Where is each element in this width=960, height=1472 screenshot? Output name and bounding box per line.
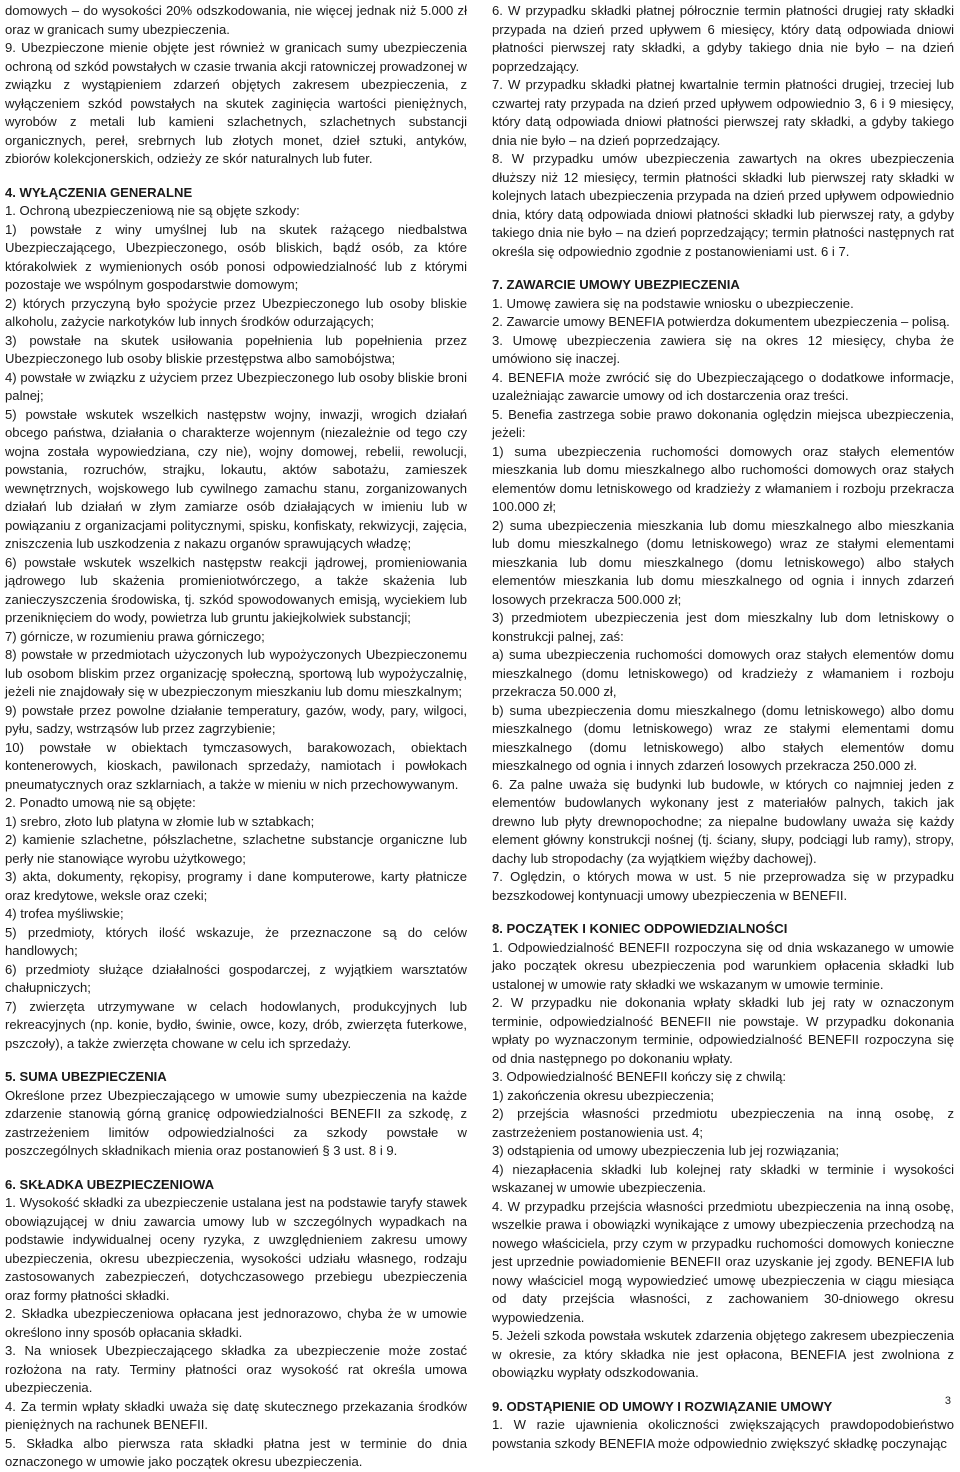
right-paragraph: 4. BENEFIA może zwrócić się do Ubezpieczającego o dodatkowe informacje, uzależniając zawarcie umowy od ich dostarczenia oraz treści. — [492, 369, 954, 403]
left-paragraph: 1) srebro, złoto lub platyna w złomie lub w sztabkach; — [5, 813, 315, 829]
right-paragraph: 2) suma ubezpieczenia mieszkania lub domu mieszkalnego albo mieszkania lub domu mieszkalnego (domu letniskowego) wraz ze stałymi elementami mieszkania lub domu mieszkalnego (domu letniskowego) albo stałych elementów mieszkania lub domu mieszkalnego od ognia i innych zdarzeń losowych przekracza 500.000 zł; — [492, 517, 954, 607]
left-paragraph: 5. Składka albo pierwsza rata składki płatna jest w terminie do dnia oznaczonego w umowie jako początek okresu ubezpieczenia. — [5, 1435, 467, 1469]
left-paragraph: Określone przez Ubezpieczającego w umowie sumy ubezpieczenia na każde zdarzenie stanowią górną granicę odpowiedzialności BENEFII za szkodę, z zastrzeżeniem limitów odpowiedzialności za szkody powstałe w poszczególnych składnikach mienia oraz postanowień § 3 ust. 8 i 9. — [5, 1087, 467, 1158]
left-column — [5, 2, 467, 1472]
right-spacer — [492, 1383, 954, 1398]
right-paragraph: 1. W razie ujawnienia okoliczności zwiększających prawdopodobieństwo powstania szkody BENEFIA może odpowiednio zwiększyć składkę poczynając — [492, 1417, 954, 1451]
right-spacer — [492, 261, 954, 276]
left-paragraph: 1. Ochroną ubezpieczeniową nie są objęte szkody: — [5, 203, 300, 218]
right-section-heading: 9. ODSTĄPIENIE OD UMOWY I ROZWIĄZANIE UMOWY — [492, 1398, 833, 1414]
left-paragraph: 2. Ponadto umową nie są objęte: — [5, 795, 196, 810]
left-paragraph: 2. Składka ubezpieczeniowa opłacana jest jednorazowo, chyba że w umowie określono inny sposób opłacania składki. — [5, 1306, 467, 1340]
right-paragraph: 1. Odpowiedzialność BENEFII rozpoczyna się od dnia wskazanego w umowie jako początek okresu ubezpieczenia pod warunkiem opłacenia składki lub ustalonej w umowie raty składki we wskazanym w umowie terminie. — [492, 939, 954, 992]
left-paragraph: 3. Na wniosek Ubezpieczającego składka za ubezpieczenie może zostać rozłożona na raty. Terminy płatności oraz wysokość rat określa umowa ubezpieczenia. — [5, 1343, 467, 1395]
left-paragraph: 8) powstałe w przedmiotach użyczonych lub wypożyczonych Ubezpieczonemu lub osobom bliskim przez organizację społeczną, sportową lub wypożyczalnię, jeżeli nie znajdowały się w ubezpieczonym mieszkaniu lub domu mieszkalnym; — [5, 647, 467, 699]
right-paragraph: 8. W przypadku umów ubezpieczenia zawartych na okres ubezpieczenia dłuższy niż 12 miesięcy, termin płatności składki lub pierwszej raty składki w kolejnych latach ubezpieczenia przypada na dzień przed upływem odpowiednio dnia, który datą odpowiada dniowi płatności składki lub pierwszej raty, a gdyby takiego dnia nie było – na dzień poprzedzający; termin płatności następnych rat określa się odpowiednio zgodnie z postanowieniami ust. 6 i 7. — [492, 151, 954, 259]
left-paragraph: 1. Wysokość składki za ubezpieczenie ustalana jest na podstawie taryfy stawek obowiązującej w dniu zawarcia umowy lub w szczególnych wypadkach na podstawie indywidualnej oceny ryzyka, z uwzględnieniem zakresu umowy ubezpieczenia, okresu ubezpieczenia, wysokości udziału własnego, rodzaju zastosowanych zabezpieczeń, dotychczasowego przebiegu ubezpieczenia oraz formy płatności składki. — [5, 1195, 467, 1303]
right-paragraph: 6. W przypadku składki płatnej półrocznie termin płatności drugiej raty składki przypada na dzień przed upływem 6 miesięcy, który datą odpowiada dniowi płatności pierwszej raty składki, a gdyby takiego dnia nie było – na dzień poprzedzający. — [492, 3, 954, 74]
right-paragraph: 5. Jeżeli szkoda powstała wskutek zdarzenia objętego zakresem ubezpieczenia w okresie, za który składka nie jest opłacona, BENEFIA jest zwolniona z obowiązku wypłaty odszkodowania. — [492, 1328, 954, 1380]
right-paragraph: a) suma ubezpieczenia ruchomości domowych oraz stałych elementów domu mieszkalnego (domu letniskowego) od kradzieży z włamaniem i rozboju przekracza 50.000 zł, — [492, 647, 954, 699]
right-paragraph: 5. Benefia zastrzega sobie prawo dokonania oględzin miejsca ubezpieczenia, jeżeli: — [492, 406, 954, 440]
left-paragraph: 4. Za termin wpłaty składki uważa się datę skutecznego przekazania środków pieniężnych na rachunek BENEFII. — [5, 1398, 467, 1432]
right-section-heading: 7. ZAWARCIE UMOWY UBEZPIECZENIA — [492, 277, 740, 292]
left-paragraph: 5) powstałe wskutek wszelkich następstw wojny, inwazji, wrogich działań obcego państwa, działania o charakterze wojennym (niezależnie od tego czy wojna została wypowiedziana, czy nie), wojny domowej, rebelii, rewolucji, powstania, rozruchów, strajku, lokautu, aktów sabotażu, zamieszek wewnętrznych, wojskowego lub cywilnego zamachu stanu, zorganizowanych działań lub działań w złym zamiarze osób działających w imieniu lub w powiązaniu z organizacjami politycznymi, spisku, konfiskaty, rekwizycji, zajęcia, zniszczenia lub uszkodzenia z nakazu organów sprawujących władzę; — [5, 406, 467, 551]
left-paragraph: 5) przedmioty, których ilość wskazuje, że przeznaczone są do celów handlowych; — [5, 924, 467, 958]
left-section-heading: 6. SKŁADKA UBEZPIECZENIOWA — [5, 1176, 215, 1192]
right-paragraph: 4. W przypadku przejścia własności przedmiotu ubezpieczenia na inną osobę, wszelkie prawa i obowiązki wynikające z umowy ubezpieczenia przechodzą na nowego właściciela, przy czym w przypadku ruchomości domowych konieczne jest uprzednie powiadomienie BENEFII oraz uzyskanie jej zgody. BENEFIA lub nowy właściciel mogą wypowiedzieć umowę ubezpieczenia w ciągu miesiąca od daty przejścia własności, z zachowaniem 30-dniowego okresu wypowiedzenia. — [492, 1198, 954, 1325]
right-paragraph: 3. Umowę ubezpieczenia zawiera się na okres 12 miesięcy, chyba że umówiono się inaczej. — [492, 332, 954, 366]
right-section-heading: 8. POCZĄTEK I KONIEC ODPOWIEDZIALNOŚCI — [492, 921, 788, 936]
left-paragraph: 4) trofea myśliwskie; — [5, 906, 124, 921]
left-paragraph: 2) których przyczyną było spożycie przez Ubezpieczonego lub osoby bliskie alkoholu, zażycie narkotyków lub innych środków odurzających; — [5, 295, 467, 329]
right-column — [492, 2, 954, 1453]
right-paragraph: 4) niezapłacenia składki lub kolejnej raty składki w terminie i wysokości wskazanej w umowie ubezpieczenia. — [492, 1161, 954, 1195]
right-paragraph: 6. Za palne uważa się budynki lub budowle, w których co najmniej jeden z elementów budowlanych wykonany jest z materiałów palnych, takich jak drewno lub płyty drewnopochodne; za niepalne budowlany uważa się każdy element główny konstrukcji nośnej (tj. ściany, słupy, podciągi lub ramy), stropy, dachy lub stropodachy (za wyjątkiem więźby dachowej). — [492, 776, 954, 866]
right-paragraph: 2. W przypadku nie dokonania wpłaty składki lub jej raty w oznaczonym terminie, odpowiedzialność BENEFII nie powstaje. W przypadku dokonania wpłaty po wyznaczonym terminie, odpowiedzialność BENEFII rozpoczyna się od dnia następnego po dokonaniu wpłaty. — [492, 995, 954, 1066]
left-paragraph: 1) powstałe z winy umyślnej lub na skutek rażącego niedbalstwa Ubezpieczającego, Ubezpieczonego, osób bliskich, bądź osób, za które którakolwiek z wymienionych osób ponosi odpowiedzialność lub z którymi pozostaje we wspólnym gospodarstwie domowym; — [5, 221, 467, 292]
left-spacer — [5, 169, 467, 184]
left-paragraph: domowych – do wysokości 20% odszkodowania, nie więcej jednak niż 5.000 zł oraz w granicach sumy ubezpieczenia. — [5, 3, 467, 37]
left-paragraph: 2) kamienie szlachetne, półszlachetne, szlachetne substancje organiczne lub perły nie stanowiące wyrobu użytkowego; — [5, 832, 467, 866]
right-paragraph: b) suma ubezpieczenia domu mieszkalnego (domu letniskowego) albo domu mieszkalnego (domu letniskowego) wraz ze stałymi elementami domu mieszkalnego (domu letniskowego) albo stałych elementów domu mieszkalnego od ognia i innych zdarzeń losowych przekracza 250.000 zł. — [492, 702, 954, 773]
right-spacer — [492, 905, 954, 920]
right-paragraph: 7. W przypadku składki płatnej kwartalnie termin płatności drugiej, trzeciej lub czwartej raty przypada na dzień przed upływem odpowiednio 3, 6 i 9 miesięcy, który datą odpowiada dniowi płatności pierwszej raty składki, a gdyby takiego dnia nie było – na dzień poprzedzający. — [492, 77, 954, 148]
left-paragraph: 4) powstałe w związku z użyciem przez Ubezpieczonego lub osoby bliskie broni palnej; — [5, 369, 467, 403]
right-paragraph: 3. Odpowiedzialność BENEFII kończy się z chwilą: — [492, 1069, 787, 1084]
left-paragraph: 9. Ubezpieczone mienie objęte jest również w granicach sumy ubezpieczenia ochroną od szkód powstałych w czasie trwania akcji ratowniczej prowadzonej w związku z wystąpieniem zdarzeń objętych zakresem ubezpieczenia, z wyłączeniem szkód powstałych na skutek zaginięcia wartości pieniężnych, wyrobów z metali lub kamieni szlachetnych, szlachetnych substancji organicznych, pereł, srebrnych lub złotych monet, dzieł sztuki, antyków, zbiorów kolekcjonerskich, odzieży ze skór naturalnych lub futer. — [5, 40, 467, 166]
right-paragraph: 1) suma ubezpieczenia ruchomości domowych oraz stałych elementów mieszkania lub domu mieszkalnego albo ruchomości domowych oraz stałych elementów domu letniskowego od kradzieży z włamaniem i rozboju przekracza 100.000 zł; — [492, 443, 954, 514]
right-paragraph: 3) odstąpienia od umowy ubezpieczenia lub jej rozwiązania; — [492, 1143, 840, 1158]
left-paragraph: 3) powstałe na skutek usiłowania popełnienia lub popełnienia przez Ubezpieczonego lub osoby bliskie przestępstwa albo samobójstwa; — [5, 332, 467, 366]
left-paragraph: 10) powstałe w obiektach tymczasowych, barakowozach, obiektach kontenerowych, kioskach, pawilonach sprzedaży, namiotach i powłokach pneumatycznych oraz szklarniach, a także w mieniu w nich przechowywanym. — [5, 739, 467, 792]
left-paragraph: 6) przedmioty służące działalności gospodarczej, z wyjątkiem warsztatów chałupniczych; — [5, 961, 467, 995]
left-paragraph: 9) powstałe przez powolne działanie temperatury, gazów, wody, pary, wilgoci, pyłu, sadzy, wstrząsów lub przez zagrzybienie; — [5, 702, 467, 736]
right-paragraph: 3) przedmiotem ubezpieczenia jest dom mieszkalny lub dom letniskowy o konstrukcji palnej, zaś: — [492, 610, 954, 644]
left-spacer — [5, 1161, 467, 1176]
right-paragraph: 2. Zawarcie umowy BENEFIA potwierdza dokumentem ubezpieczenia – polisą. — [492, 314, 950, 329]
left-paragraph: 7) górnicze, w rozumieniu prawa górniczego; — [5, 628, 265, 644]
right-paragraph: 2) przejścia własności przedmiotu ubezpieczenia na inną osobę, z zastrzeżeniem postanowienia ust. 4; — [492, 1106, 954, 1140]
right-paragraph: 1. Umowę zawiera się na podstawie wniosku o ubezpieczenie. — [492, 295, 854, 311]
right-paragraph: 1) zakończenia okresu ubezpieczenia; — [492, 1087, 714, 1103]
page-number: 3 — [944, 1395, 951, 1407]
left-section-heading: 5. SUMA UBEZPIECZENIA — [5, 1069, 167, 1084]
left-paragraph: 6) powstałe wskutek wszelkich następstw reakcji jądrowej, promieniowania jądrowego lub skażenia promieniotwórczego, a także skażenia lub zanieczyszczenia środowiska, tj. szkód spowodowanych emisją, wyciekiem lub przeniknięciem do wody, powietrza lub gruntu jakiejkolwiek substancji; — [5, 554, 467, 625]
left-section-heading: 4. WYŁĄCZENIA GENERALNE — [5, 184, 193, 200]
left-spacer — [5, 1053, 467, 1068]
left-paragraph: 3) akta, dokumenty, rękopisy, programy i dane komputerowe, karty płatnicze oraz kredytowe, weksle oraz czeki; — [5, 869, 467, 903]
left-paragraph: 7) zwierzęta utrzymywane w celach hodowlanych, produkcyjnych lub rekreacyjnych (np. konie, bydło, świnie, owce, kozy, drób, zwierzęta futerkowe, pszczoły), a także zwierzęta chowane w celu ich sprzedaży. — [5, 998, 467, 1051]
right-paragraph: 7. Oględzin, o których mowa w ust. 5 nie przeprowadza się w przypadku bezszkodowej kontynuacji umowy ubezpieczenia w BENEFII. — [492, 869, 954, 903]
